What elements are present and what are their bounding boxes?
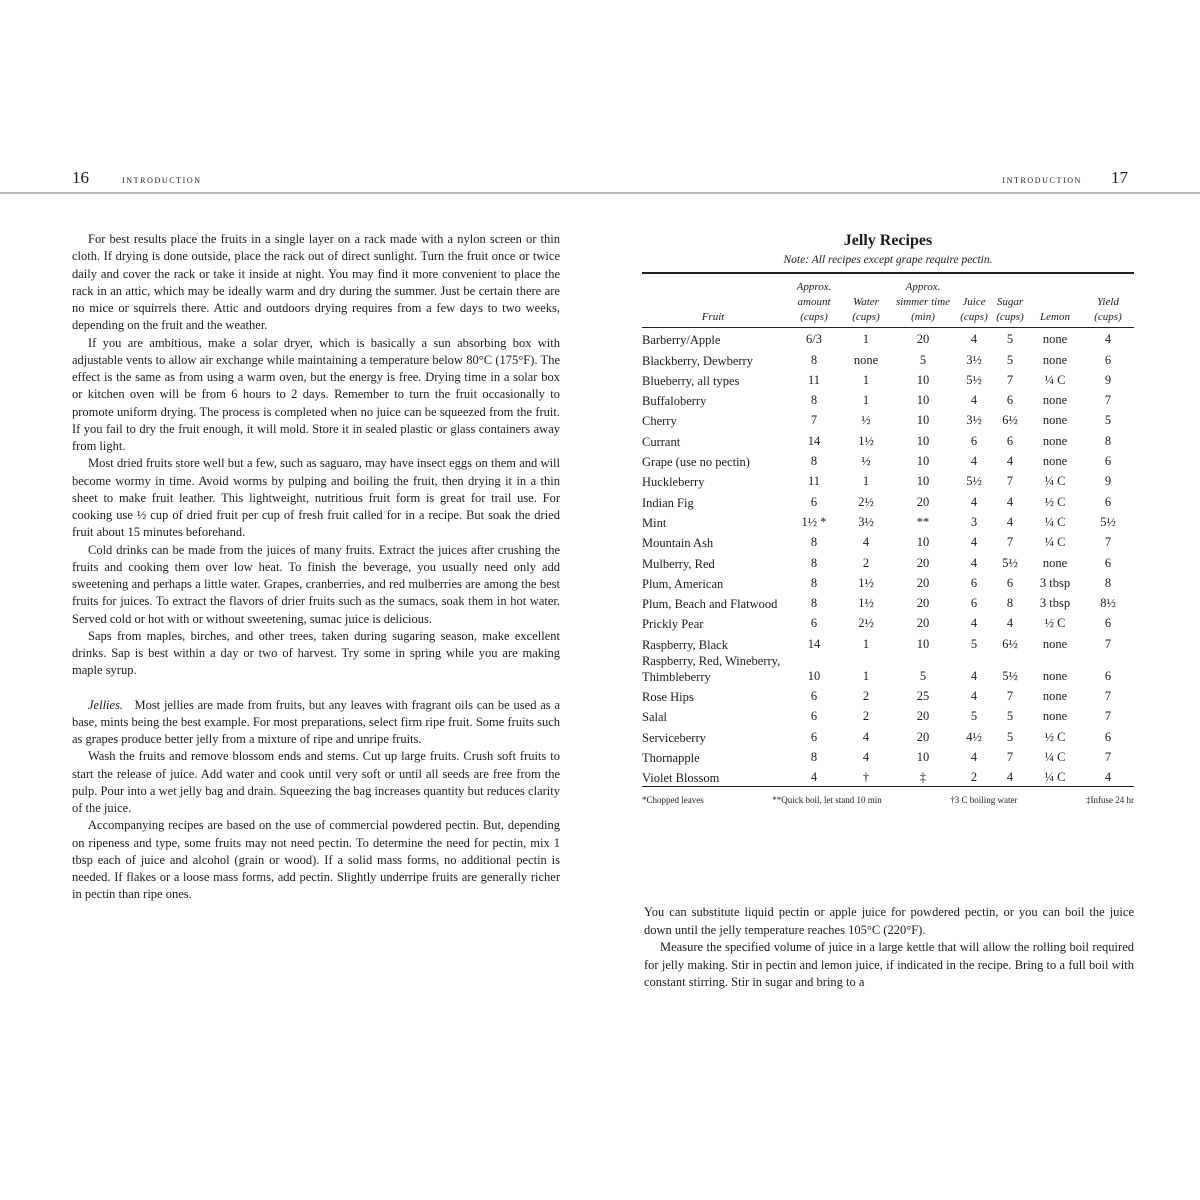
table-cell: 1½ (858, 433, 874, 448)
table-cell: ½ C (1044, 494, 1066, 509)
table-cell: 5½ (966, 474, 982, 489)
paragraph: If you are ambitious, make a solar dryer, which is basically a sun absorbing box with adjustable vents to allow air exchange while maintaining a temperature below 80°C (175°F). The effect is the same as from using a warm oven, but the energy is free. Drying time in a solar box or kitchen oven will be from 6 hours to 2 days. Remember to turn the fruit occasionally to promote uniform drying. The process is completed when no juice can be squeezed from the fruit. If you fail to dry the fruit enough, it will mold. Store it in sealed plastic or glass containers away from light. (72, 335, 560, 453)
table-cell: ½ C (1044, 616, 1066, 631)
paragraph: Cold drinks can be made from the juices of many fruits. Extract the juices after crushing the fruits and cooking them over low heat. To finish the beverage, you usually need only add sweetening and perhaps a little water. Grapes, cranberries, and red mulberries are among the best fruits for juices. To extract the flavors of drier fruits such as the sumacs, soak them in hot water. Served cold or hot with or without sweetening, sumac juice is delicious. (72, 542, 560, 626)
table-cell: 10 (807, 668, 821, 683)
table-cell: 4½ (966, 729, 982, 744)
table-cell: none (1042, 433, 1068, 448)
table-cell: 5½ (1002, 668, 1018, 683)
table-cell: ¼ C (1044, 372, 1066, 387)
jelly-recipes-table-block (642, 231, 1134, 805)
fruit-name-cell: Grape (use no pectin) (642, 455, 750, 470)
table-cell: 4 (1006, 454, 1014, 469)
table-row (642, 450, 1134, 470)
table-cell: 6 (810, 709, 818, 724)
table-cell: 7 (1006, 474, 1014, 489)
table-row (642, 429, 1134, 449)
table-header-cell: Approx. simmer time (min) (895, 281, 951, 323)
table-row (642, 592, 1134, 612)
table-cell: 2 (862, 709, 870, 724)
table-cell: 5½ (966, 372, 982, 387)
table-body (642, 328, 1134, 787)
table-cell: none (1042, 555, 1068, 570)
table-cell: 6½ (1002, 413, 1018, 428)
table-cell: 6/3 (806, 332, 822, 347)
table-cell: 6 (970, 575, 978, 590)
paragraph: You can substitute liquid pectin or apple juice for powdered pectin, or you can boil the juice down until the jelly temperature reaches 105°C (220°F). (644, 905, 1134, 937)
footnote: ‡Infuse 24 hr (1085, 795, 1134, 806)
table-cell: 8 (1006, 596, 1014, 611)
right-page-number: 17 (1111, 168, 1128, 187)
table-cell: 5 (1104, 413, 1112, 428)
table-cell: 3½ (966, 352, 982, 367)
table-cell: 4 (970, 454, 978, 469)
table-cell: ¼ C (1044, 535, 1066, 550)
table-row (642, 389, 1134, 409)
fruit-name-cell: Indian Fig (642, 495, 694, 510)
table-cell: 5½ (1100, 514, 1116, 529)
table-cell: 1 (862, 636, 870, 651)
table-cell: 4 (862, 535, 870, 550)
table-cell: 4 (862, 749, 870, 764)
table-row (642, 511, 1134, 531)
footnote: **Quick boil, let stand 10 min (772, 795, 882, 806)
table-cell: 8 (1104, 575, 1112, 590)
table-cell: 5 (919, 352, 927, 367)
table-cell: none (1042, 352, 1068, 367)
table-cell: 20 (916, 729, 930, 744)
table-cell: 7 (1006, 535, 1014, 550)
table-cell: 6 (810, 729, 818, 744)
table-header-cell: Juice (cups) (960, 296, 988, 323)
table-row (642, 348, 1134, 368)
table-row (642, 551, 1134, 571)
table-cell: 11 (807, 474, 821, 489)
table-cell: 1 (862, 393, 870, 408)
table-cell: 4 (970, 494, 978, 509)
table-cell: 20 (916, 596, 930, 611)
table-cell: 4 (1006, 494, 1014, 509)
table-cell: 10 (916, 393, 930, 408)
table-row (642, 612, 1134, 632)
table-cell: 20 (916, 616, 930, 631)
table-cell: 5 (970, 709, 978, 724)
table-cell: 5½ (1002, 555, 1018, 570)
table-cell: 1½ * (801, 514, 827, 529)
table-row (642, 328, 1134, 349)
table-cell: 6 (970, 596, 978, 611)
table-cell: ‡ (919, 770, 927, 785)
table-row (642, 632, 1134, 652)
footnote: †3 C boiling water (950, 795, 1018, 806)
table-cell: 6 (1104, 454, 1112, 469)
table-cell: none (1042, 393, 1068, 408)
table-row (642, 369, 1134, 389)
header-divider (0, 192, 1200, 194)
table-row (642, 766, 1134, 787)
table-cell: 7 (1104, 636, 1112, 651)
left-page-body (72, 231, 560, 904)
table-cell: 10 (916, 372, 930, 387)
jellies-paragraph (72, 697, 560, 749)
fruit-name-cell: Thornapple (642, 750, 700, 765)
table-cell: 8½ (1100, 596, 1116, 611)
table-cell: 5 (1006, 709, 1014, 724)
table-cell: none (1042, 709, 1068, 724)
fruit-name-cell: Serviceberry (642, 730, 706, 745)
table-cell: 5 (919, 668, 927, 683)
jellies-first-text: Most jellies are made from fruits, but any leaves with fragrant oils can be used as a base, mints being the best example. For most preparations, select firm ripe fruit. Some fruits such as grapes produce better jelly from a mixture of ripe and unripe fruits. (72, 697, 560, 746)
table-cell: 6 (810, 689, 818, 704)
table-cell: 6 (1006, 575, 1014, 590)
paragraph: For best results place the fruits in a single layer on a rack made with a nylon screen or thin cloth. If drying is done outside, place the rack out of direct sunlight. Turn the fruit once or twice daily and cover the rack or take it inside at night. You may find it more convenient to place the rack in an attic, which may be ideally warm and dry during the summer. Just be certain there are no mice or squirrels there. Attic and outdoors drying requires from a few days to two weeks, depending on the fruit and the weather. (72, 232, 560, 333)
paragraph: Most dried fruits store well but a few, such as saguaro, may have insect eggs on them and will become wormy in time. Avoid worms by pulping and boiling the fruit, then drying it in a thin sheet to make fruit leather. This lightweight, nutritious fruit form is great for trail use. For cooking use ½ cup of dried fruit per cup of fresh fruit called for in a recipe. But soak the dried fruit about 15 minutes beforehand. (72, 456, 560, 540)
fruit-name-cell: Plum, Beach and Flatwood (642, 597, 778, 612)
table-cell: 6 (1104, 555, 1112, 570)
table-cell: 9 (1104, 474, 1112, 489)
table-cell: 1 (862, 474, 870, 489)
table-cell: 6 (1104, 668, 1112, 683)
table-cell: 1 (862, 332, 870, 347)
table-cell: none (1042, 636, 1068, 651)
table-cell: 7 (1104, 709, 1112, 724)
table-cell: 6 (810, 494, 818, 509)
table-header-cell: Approx. amount (cups) (796, 281, 832, 323)
table-cell: ½ (861, 413, 871, 428)
page-header (0, 164, 1200, 194)
table-cell: ¼ C (1044, 514, 1066, 529)
table-cell: 4 (810, 770, 818, 785)
table-cell: 4 (970, 749, 978, 764)
table-cell: 7 (810, 413, 818, 428)
fruit-name-cell: Mulberry, Red (642, 556, 715, 571)
jelly-recipes-table (642, 274, 1134, 787)
table-cell: 10 (916, 454, 930, 469)
fruit-name-cell: Salal (642, 710, 667, 725)
table-header-row (642, 274, 1134, 328)
table-cell: 14 (807, 433, 821, 448)
table-cell: 7 (1104, 689, 1112, 704)
table-cell: 4 (1104, 770, 1112, 785)
table-row (642, 685, 1134, 705)
table-cell: 3 (970, 514, 978, 529)
table-header-cell: Water (cups) (852, 296, 880, 323)
table-note: Note: All recipes except grape require pectin. (783, 254, 993, 266)
table-cell: 8 (810, 352, 818, 367)
table-cell: 7 (1104, 535, 1112, 550)
table-cell: 4 (1006, 514, 1014, 529)
table-cell: 10 (916, 636, 930, 651)
table-cell: none (1042, 668, 1068, 683)
table-cell: 4 (970, 393, 978, 408)
table-cell: 3½ (858, 514, 874, 529)
table-footnotes (642, 795, 1134, 805)
left-running-head: introduction (122, 174, 202, 186)
table-header-cell: Fruit (701, 311, 725, 323)
table-cell: 4 (970, 616, 978, 631)
fruit-name-cell: Plum, American (642, 576, 724, 591)
table-cell: 10 (916, 474, 930, 489)
table-cell: 4 (970, 668, 978, 683)
table-cell: 8 (1104, 433, 1112, 448)
table-cell: 5 (1006, 352, 1014, 367)
table-cell: 6 (1104, 352, 1112, 367)
table-cell: 6 (1006, 393, 1014, 408)
fruit-name-cell: Prickly Pear (642, 617, 704, 632)
paragraph: Accompanying recipes are based on the use of commercial powdered pectin. But, depending on ripeness and type, some fruits may not need pectin. To determine the need for pectin, mix 1 tbsp each of juice and alcohol (grain or wood). If a solid mass forms, no additional pectin is needed. If flakes or a loose mass forms, add pectin. Slightly underripe fruits are generally richer in pectin than ripe ones. (72, 818, 560, 902)
table-cell: 4 (1104, 332, 1112, 347)
fruit-name-cell: Huckleberry (642, 475, 705, 490)
table-cell: ¼ C (1044, 749, 1066, 764)
table-row (642, 409, 1134, 429)
table-cell: 7 (1104, 749, 1112, 764)
table-cell: 5 (970, 636, 978, 651)
table-row (642, 653, 1134, 685)
fruit-name-cell: Rose Hips (642, 690, 694, 705)
table-cell: 6½ (1002, 636, 1018, 651)
table-row (642, 572, 1134, 592)
table-cell: 20 (916, 555, 930, 570)
table-cell: ¼ C (1044, 770, 1066, 785)
table-cell: 1 (862, 372, 870, 387)
table-cell: 10 (916, 413, 930, 428)
table-cell: 8 (810, 575, 818, 590)
table-cell: 10 (916, 535, 930, 550)
paragraph: Wash the fruits and remove blossom ends and stems. Cut up large fruits. Crush soft fruits to start the release of juice. Add water and cook until very soft or until all seeds are free from the pulp. Pour into a wet jelly bag and drain. Squeezing the bag increases quantity but reduces clarity of the juice. (72, 749, 560, 815)
table-cell: 5 (1006, 729, 1014, 744)
fruit-name-cell: Blueberry, all types (642, 373, 740, 388)
right-page-body (644, 904, 1134, 992)
table-header-cell: Lemon (1040, 311, 1070, 323)
footnote: *Chopped leaves (642, 795, 704, 806)
table-cell: 4 (862, 729, 870, 744)
table-cell: none (1042, 332, 1068, 347)
table-cell: 8 (810, 535, 818, 550)
fruit-name-cell: Mint (642, 515, 667, 530)
table-cell: 10 (916, 433, 930, 448)
left-page-number: 16 (72, 168, 89, 187)
table-row (642, 725, 1134, 745)
table-cell: ½ (861, 454, 871, 469)
table-cell: 6 (810, 616, 818, 631)
table-cell: 4 (970, 555, 978, 570)
fruit-name-cell: Violet Blossom (642, 771, 720, 786)
fruit-name-cell: Buffaloberry (642, 394, 707, 409)
table-cell: ½ C (1044, 729, 1066, 744)
fruit-name-cell: Currant (642, 434, 681, 449)
fruit-name-cell: Raspberry, Black (642, 637, 728, 652)
table-cell: 1½ (858, 575, 874, 590)
table-cell: 8 (810, 555, 818, 570)
table-cell: 1½ (858, 596, 874, 611)
table-cell: 2 (862, 555, 870, 570)
table-header-cell: Yield (cups) (1094, 296, 1122, 323)
table-cell: 8 (810, 596, 818, 611)
table-cell: 14 (807, 636, 821, 651)
table-row (642, 470, 1134, 490)
table-cell: 4 (970, 535, 978, 550)
table-cell: 6 (1104, 494, 1112, 509)
table-cell: 4 (1006, 616, 1014, 631)
table-cell: 25 (916, 689, 930, 704)
table-cell: 3 tbsp (1039, 596, 1071, 611)
table-cell: none (1042, 413, 1068, 428)
table-cell: 8 (810, 454, 818, 469)
table-cell: 20 (916, 332, 930, 347)
table-cell: ¼ C (1044, 474, 1066, 489)
table-cell: 11 (807, 372, 821, 387)
table-cell: 2 (970, 770, 978, 785)
table-cell: 20 (916, 709, 930, 724)
table-cell: 8 (810, 393, 818, 408)
table-row (642, 705, 1134, 725)
table-cell: 20 (916, 575, 930, 590)
table-cell: none (1042, 454, 1068, 469)
table-cell: 7 (1104, 393, 1112, 408)
table-cell: 6 (970, 433, 978, 448)
paragraph: Saps from maples, birches, and other trees, taken during sugaring season, make excellent drinks. Sap is best within a day or two of harvest. Try some in spring while you are making maple syrup. (72, 628, 560, 678)
fruit-name-cell: Cherry (642, 414, 677, 429)
jellies-runin-heading: Jellies. (88, 697, 124, 712)
fruit-name-cell: Blackberry, Dewberry (642, 353, 753, 368)
table-cell: none (853, 352, 879, 367)
table-cell: 4 (970, 332, 978, 347)
table-cell: ** (916, 514, 930, 529)
table-row (642, 746, 1134, 766)
table-header-cell: Sugar (cups) (996, 296, 1024, 323)
table-cell: 2½ (858, 494, 874, 509)
table-title: Jelly Recipes (843, 232, 933, 249)
table-cell: 4 (1006, 770, 1014, 785)
table-cell: 3½ (966, 413, 982, 428)
right-running-head: introduction (1002, 174, 1082, 186)
table-cell: 6 (1104, 729, 1112, 744)
table-cell: 7 (1006, 372, 1014, 387)
table-cell: 8 (810, 749, 818, 764)
table-cell: 6 (1006, 433, 1014, 448)
paragraph: Measure the specified volume of juice in a large kettle that will allow the rolling boil required for jelly making. Stir in pectin and lemon juice, if indicated in the recipe. Bring to a full boil with constant stirring. Stir in sugar and bring to a (644, 940, 1134, 989)
table-cell: 1 (862, 668, 870, 683)
fruit-name-cell: Mountain Ash (642, 536, 714, 551)
table-cell: 2½ (858, 616, 874, 631)
table-cell: none (1042, 689, 1068, 704)
table-cell: 3 tbsp (1039, 575, 1071, 590)
table-cell: 7 (1006, 689, 1014, 704)
table-cell: 4 (970, 689, 978, 704)
table-cell: 5 (1006, 332, 1014, 347)
table-cell: 2 (862, 689, 870, 704)
table-cell: 10 (916, 749, 930, 764)
table-cell: 9 (1104, 372, 1112, 387)
fruit-name-cell: Raspberry, Red, Wineberry, Thimbleberry (642, 653, 781, 684)
table-cell: 6 (1104, 616, 1112, 631)
table-row (642, 490, 1134, 510)
table-cell: 7 (1006, 749, 1014, 764)
table-cell: † (862, 770, 870, 785)
table-row (642, 531, 1134, 551)
table-cell: 20 (916, 494, 930, 509)
fruit-name-cell: Barberry/Apple (642, 333, 721, 348)
